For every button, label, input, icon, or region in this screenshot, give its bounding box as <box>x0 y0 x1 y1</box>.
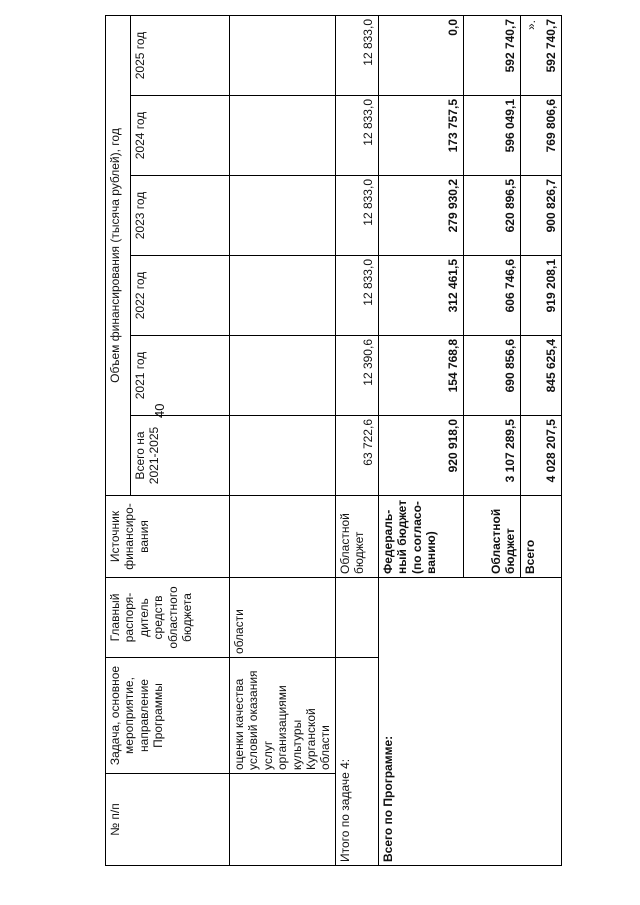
cell-value: 690 856,6 <box>463 336 520 416</box>
table-row-continuation <box>230 16 336 866</box>
cell-value: 596 049,1 <box>463 96 520 176</box>
cell-value: 769 806,6 <box>520 96 561 176</box>
header-year-2021: 2021 год <box>131 336 230 416</box>
header-manager: Главный распоря-дитель средств областного бюджета <box>106 578 230 658</box>
cell-empty <box>230 16 336 96</box>
financing-table <box>105 15 562 866</box>
cell-value: 845 625,4 <box>520 336 561 416</box>
cell-value: 3 107 289,5 <box>463 416 520 496</box>
cell-value: 312 461,5 <box>378 256 463 336</box>
cell-empty <box>230 774 336 866</box>
header-row-1 <box>106 16 131 866</box>
cell-value: 920 918,0 <box>378 416 463 496</box>
cell-empty <box>230 496 336 578</box>
header-task: Задача, основное мероприятие, направление Программы <box>106 658 230 774</box>
cell-value: 12 833,0 <box>335 176 378 256</box>
cell-value: 12 833,0 <box>335 16 378 96</box>
cell-value: 4 028 207,5 <box>520 416 561 496</box>
header-volume: Объем финансирования (тысяча рублей), год <box>106 16 131 496</box>
cell-value: 12 390,6 <box>335 336 378 416</box>
page-number: 40 <box>152 403 167 418</box>
cell-value: 592 740,7 <box>520 16 561 96</box>
header-total: Всего на 2021-2025 <box>131 416 230 496</box>
header-year-2025: 2025 год <box>131 16 230 96</box>
cell-empty <box>230 336 336 416</box>
table-row-program-federal <box>378 16 463 866</box>
table-row-task4 <box>335 16 378 866</box>
header-source: Источник финансиро-вания <box>106 496 230 578</box>
cell-value: 279 930,2 <box>378 176 463 256</box>
cell-value: 606 746,6 <box>463 256 520 336</box>
cell-value: 0,0 <box>378 16 463 96</box>
header-year-2022: 2022 год <box>131 256 230 336</box>
cell-task4-source: Областной бюджет <box>335 496 378 578</box>
cell-value: 173 757,5 <box>378 96 463 176</box>
cell-task-continuation: оценки качества условий оказания услуг организациями культуры Курганской области <box>230 658 336 774</box>
cell-value: 919 208,1 <box>520 256 561 336</box>
cell-total-source: Всего <box>520 496 561 578</box>
cell-empty <box>230 96 336 176</box>
cell-empty <box>335 578 378 658</box>
cell-regional-source: Областной бюджет <box>463 496 520 578</box>
cell-federal-source: Федераль-ный бюджет (по согласо-ванию) <box>378 496 463 578</box>
rotated-table-wrapper <box>105 16 559 866</box>
cell-value: 12 833,0 <box>335 96 378 176</box>
header-no: № п/п <box>106 774 230 866</box>
cell-value: 620 896,5 <box>463 176 520 256</box>
cell-empty <box>230 416 336 496</box>
cell-value: 63 722,6 <box>335 416 378 496</box>
cell-value: 592 740,7 <box>463 16 520 96</box>
cell-value: 12 833,0 <box>335 256 378 336</box>
cell-manager-continuation: области <box>230 578 336 658</box>
closing-quote-mark: ». <box>524 19 538 30</box>
cell-value: 900 826,7 <box>520 176 561 256</box>
header-year-2024: 2024 год <box>131 96 230 176</box>
header-year-2023: 2023 год <box>131 176 230 256</box>
cell-empty <box>230 176 336 256</box>
cell-task4-label: Итого по задаче 4: <box>335 658 378 866</box>
cell-empty <box>230 256 336 336</box>
cell-value: 154 768,8 <box>378 336 463 416</box>
cell-program-label: Всего по Программе: <box>378 578 561 866</box>
